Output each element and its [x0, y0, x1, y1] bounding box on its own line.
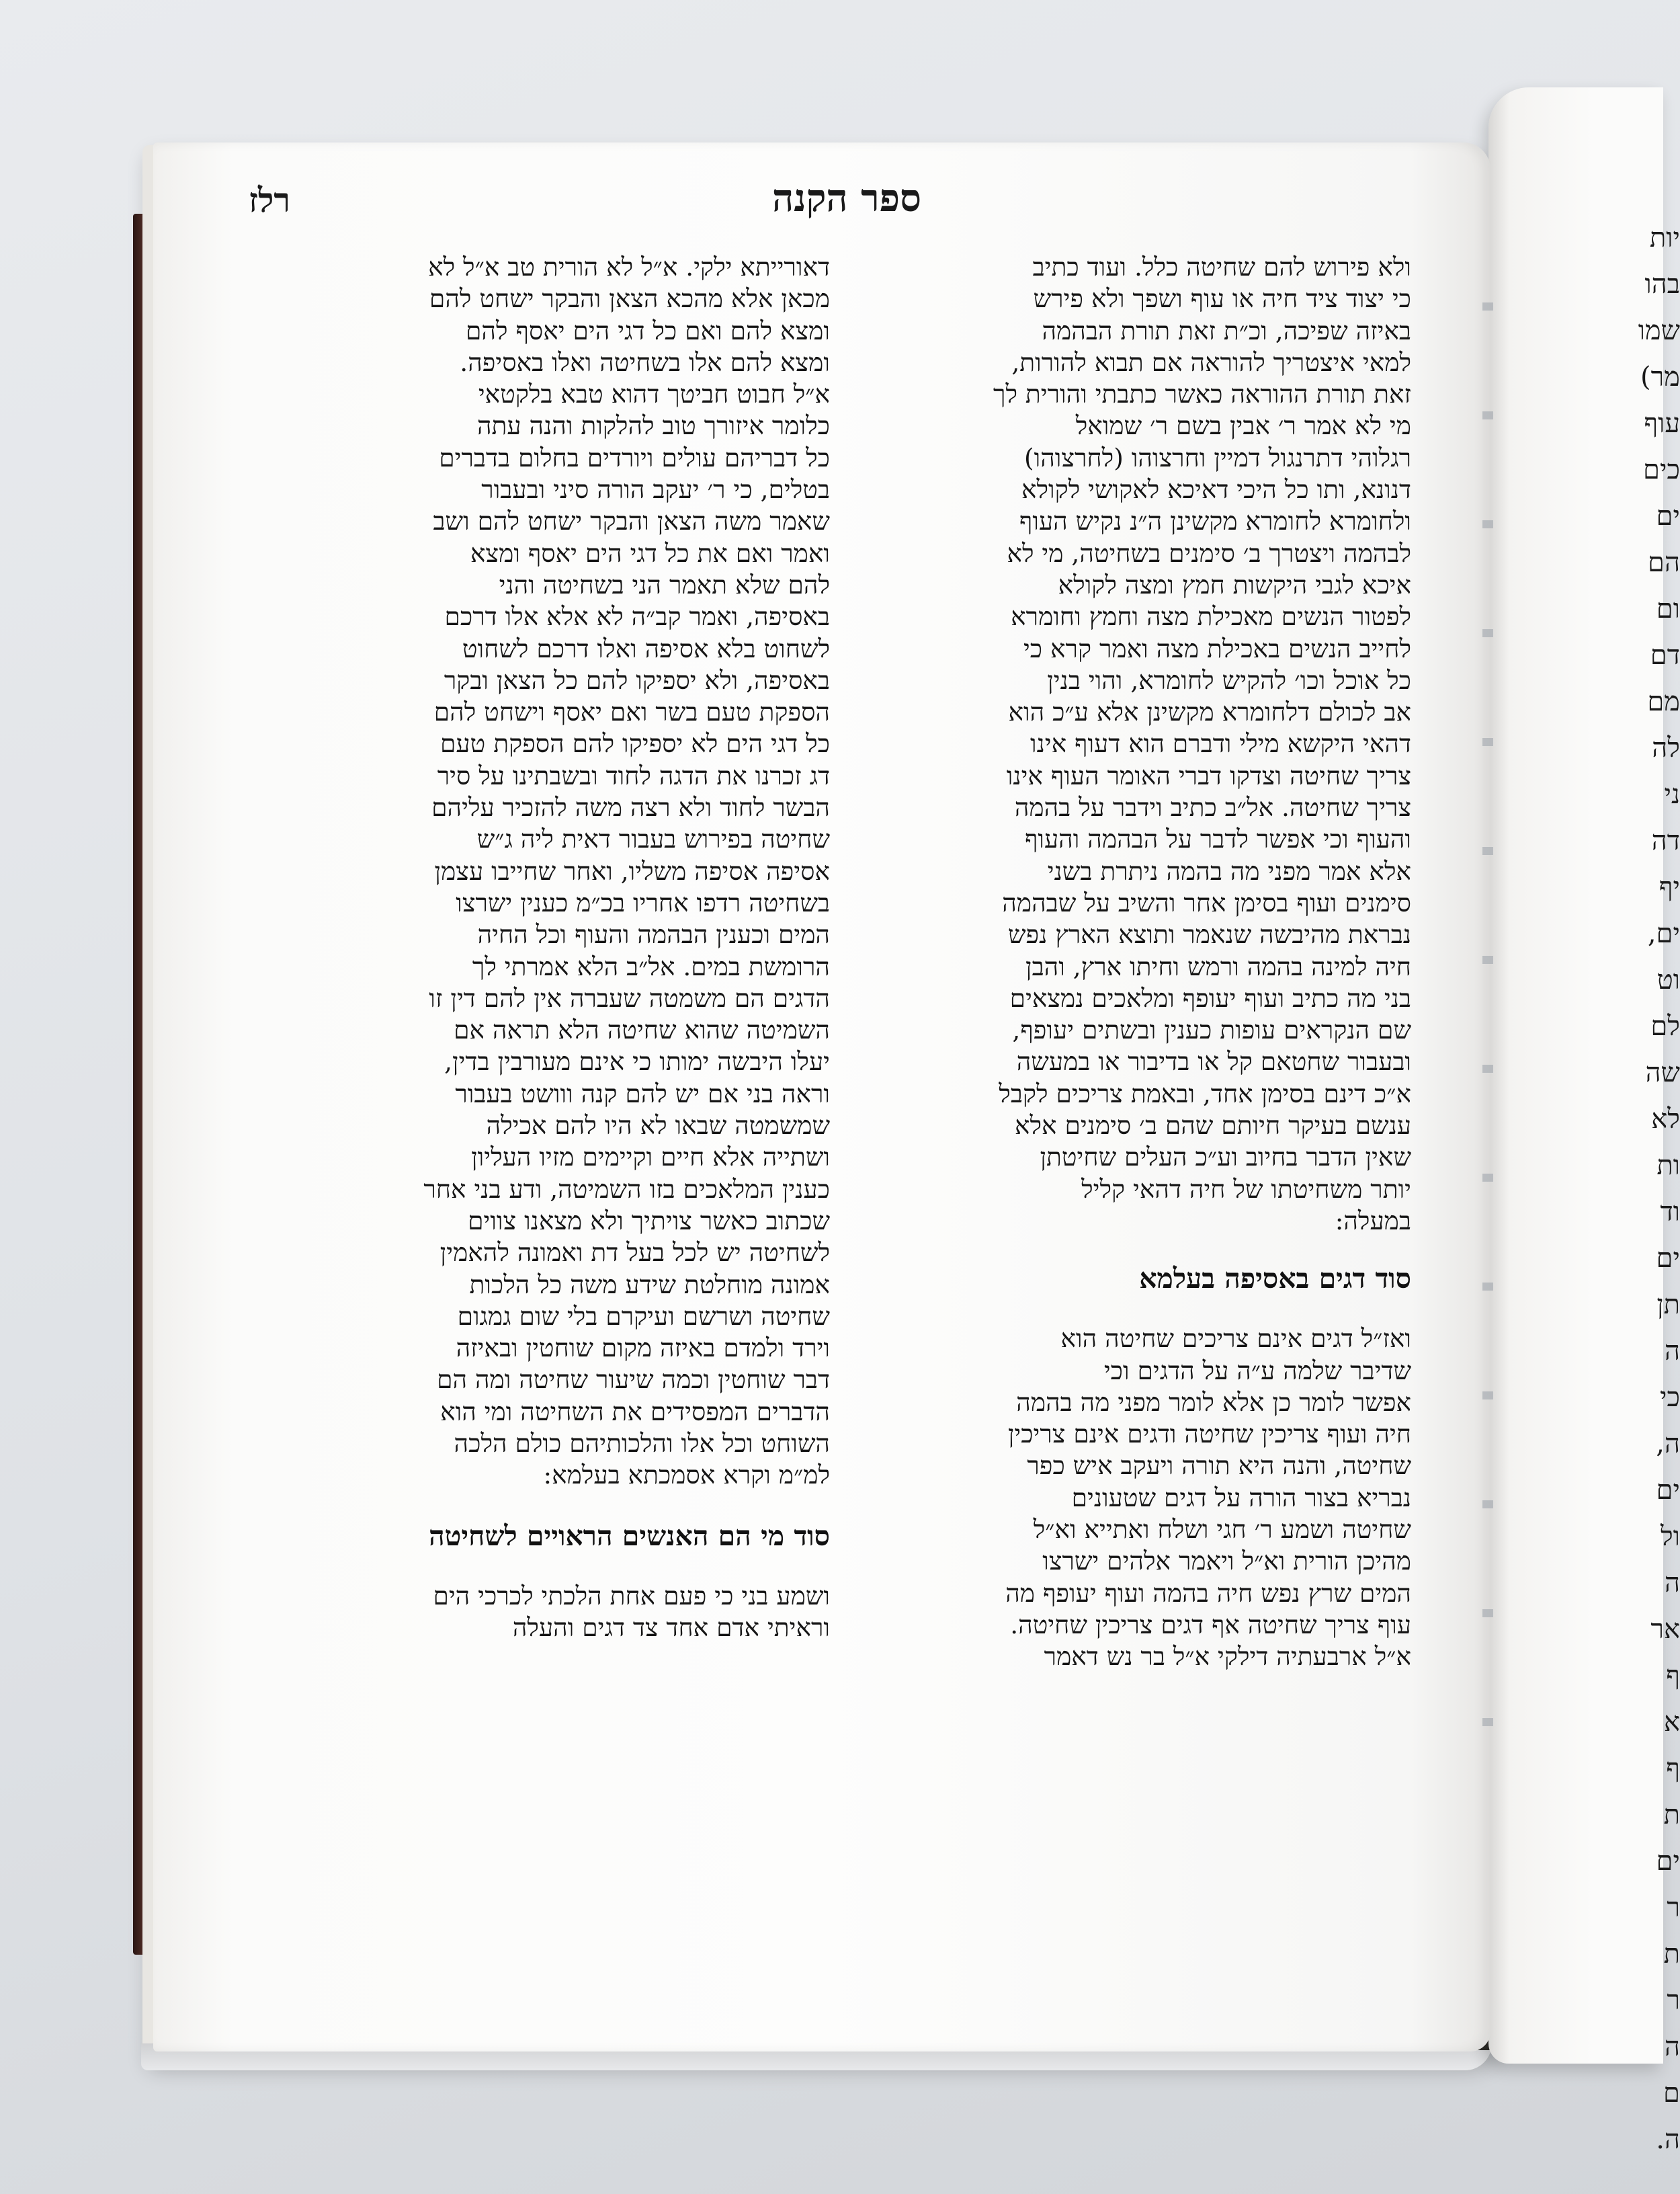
facing-text-fragment: כים — [1643, 454, 1680, 485]
facing-text-fragment: יף — [1658, 872, 1680, 903]
right-column-paragraph — [853, 251, 1411, 1237]
text-line: חיה למינה בהמה ורמש וחיתו ארץ, והבן — [1025, 951, 1411, 981]
text-line: כענין המלאכים בזו השמיטה, ודע בני אחר — [423, 1174, 830, 1204]
running-head: ספר הקנה — [772, 176, 921, 220]
text-line: יעלו היבשה ימותו כי אינם מעורבין בדין, — [444, 1047, 830, 1077]
text-line: לשחוט בלא אסיפה ואלו דרכם לשחוט — [462, 633, 830, 663]
text-line: שחיטה בפירוש בעבור דאית ליה ג״ש — [476, 824, 830, 854]
facing-text-fragment: ול — [1661, 1521, 1680, 1552]
facing-text-fragment: ם — [1663, 2078, 1680, 2109]
text-line: שדיבר שלמה ע״ה על הדגים וכי — [1103, 1355, 1411, 1385]
text-line: לבהמה ויצטרך ב׳ סימנים בשחיטה, מי לא — [1007, 538, 1411, 568]
text-line: השוחט וכל אלו והלכותיהם כולם הלכה — [454, 1428, 830, 1458]
facing-text-fragment: שמו — [1638, 315, 1680, 346]
text-line: דהאי היקשא מילי ודברם הוא דעוף אינו — [1030, 729, 1411, 759]
text-line: בטלים, כי ר׳ יעקב הורה סיני ובעבור — [481, 475, 830, 505]
text-line: ואמר ואם את כל דגי הים יאסף ומצא — [470, 538, 830, 568]
right-column-paragraph-2 — [853, 1323, 1411, 1672]
text-line: זאת תורת ההוראה כאשר כתבתי והורית לך — [993, 379, 1411, 409]
facing-text-fragment: ה. — [1656, 2124, 1680, 2155]
facing-page-text — [1579, 215, 1680, 2163]
text-line: ואז״ל דגים אינם צריכים שחיטה הוא — [1060, 1324, 1411, 1354]
facing-text-fragment: לה — [1652, 733, 1680, 764]
text-line: במעלה: — [1335, 1205, 1411, 1235]
text-line: מי לא אמר ר׳ אבין בשם ר׳ שמואל — [1075, 411, 1411, 441]
text-line: צריך שחיטה. אל״ב כתיב וידבר על בהמה — [1014, 793, 1411, 823]
text-line: הדגים הם משמטה שעברה אין להם דין זו — [429, 983, 830, 1013]
text-line: באיזה שפיכה, וכ״ת זאת תורת הבהמה — [1042, 315, 1411, 346]
section-heading-fish: סוד דגים באסיפה בעלמא — [1139, 1262, 1411, 1295]
text-line: שחיטה ושרשם ועיקרם בלי שום גמגום — [457, 1301, 830, 1331]
facing-text-fragment: ני — [1664, 779, 1680, 810]
facing-text-fragment: ים — [1656, 1846, 1680, 1877]
left-column-paragraph — [265, 251, 830, 1492]
text-line: ומצא להם ואם כל דגי הים יאסף להם — [466, 315, 830, 346]
text-line: הבשר לחוד ולא רצה משה להזכיר עליהם — [431, 793, 830, 823]
facing-text-fragment: מר) — [1640, 362, 1680, 393]
left-column-paragraph-2 — [265, 1580, 830, 1644]
text-line: למ״מ וקרא אסמכתא בעלמא: — [543, 1460, 830, 1490]
facing-text-fragment: וט — [1656, 965, 1680, 996]
text-line: רגלוהי דתרנגול דמיין וחרצוהו (לחרצוהו) — [1024, 442, 1411, 473]
text-line: ולא פירוש להם שחיטה כלל. ועוד כתיב — [1032, 252, 1411, 282]
text-line: ומצא להם אלו בשחיטה ואלו באסיפה. — [460, 347, 830, 377]
facing-text-fragment: ה, — [1656, 1428, 1680, 1459]
text-line: הספקת טעם בשר ואם יאסף וישחט להם — [433, 697, 830, 727]
text-line: צריך שחיטה וצדקו דברי האומר העוף אינו — [1006, 760, 1411, 790]
text-line: אמונה מוחלטת שידע משה כל הלכות — [469, 1269, 830, 1299]
text-line: בני מה כתיב ועוף יעופף ומלאכים נמצאים — [1009, 983, 1411, 1013]
facing-text-fragment: בהו — [1644, 269, 1680, 300]
text-line: באסיפה, ולא יספיקו להם כל הצאן ובקר — [444, 665, 830, 695]
facing-text-fragment: ים — [1656, 501, 1680, 532]
facing-text-fragment: לם — [1650, 1011, 1680, 1042]
text-line: כל אוכל וכו׳ להקיש לחומרא, והוי בנין — [1047, 665, 1411, 695]
facing-text-fragment: ים, — [1647, 918, 1680, 949]
text-line: א״ל חבוט חביטך דהוא טבא בלקטאי — [478, 379, 830, 409]
facing-text-fragment: יות — [1649, 222, 1680, 253]
text-line: ושתייה אלא חיים וקיימים מזיו העליון — [471, 1142, 830, 1172]
facing-text-fragment: ה — [1664, 1336, 1680, 1367]
facing-text-fragment: הם — [1648, 547, 1680, 578]
text-line: נבריא בצור הורה על דגים שטעונים — [1071, 1482, 1411, 1512]
facing-text-fragment: לא — [1651, 1104, 1680, 1135]
text-line: אלא אמר מפני מה בהמה ניתרת בשני — [1047, 856, 1411, 886]
text-line: המים וכענין הבהמה והעוף וכל החיה — [477, 920, 830, 950]
facing-text-fragment: תן — [1656, 1289, 1680, 1320]
text-line: מכאן אלא מהכא הצאן והבקר ישחט להם — [429, 284, 830, 314]
page-number: רלז — [249, 180, 290, 220]
text-line: שם הנקראים עופות כענין ובשתים יעופף, — [1012, 1015, 1411, 1045]
text-line: דג זכרנו את הדגה לחוד ובשבתינו על סיר — [437, 760, 830, 790]
facing-text-fragment: ה — [1664, 1568, 1680, 1598]
text-line: דבר שוחטין וכמה שיעור שחיטה ומה הם — [437, 1365, 830, 1395]
text-line: איכא לגבי היקשות חמץ ומצה לקולא — [1058, 569, 1411, 600]
facing-text-fragment: ות — [1656, 1150, 1680, 1181]
facing-text-fragment: ף — [1666, 1753, 1680, 1784]
text-line: כלומר איזורך טוב להלקות והנה עתה — [476, 411, 830, 441]
text-line: כי יצוד ציד חיה או עוף ושפך ולא פירש — [1033, 284, 1411, 314]
text-line: לפטור הנשים מאכילת מצה וחמץ וחומרא — [1011, 602, 1411, 632]
facing-text-fragment: ר — [1667, 1892, 1680, 1923]
facing-text-fragment: עוף — [1644, 408, 1680, 439]
facing-text-fragment: דה — [1651, 825, 1680, 856]
text-line: שאין הדבר בחיוב וע״כ העלים שחיטתן — [1040, 1142, 1411, 1172]
text-line: להם שלא תאמר הני בשחיטה והני — [499, 569, 830, 600]
text-line: השמיטה שהוא שחיטה הלא תראה אם — [454, 1015, 830, 1045]
facing-text-fragment: ר — [1667, 1985, 1680, 2016]
text-line: באסיפה, ואמר קב״ה לא אלא אלו דרכם — [444, 602, 830, 632]
facing-text-fragment: א — [1663, 1707, 1680, 1738]
text-line: לשחיטה יש לכל בעל דת ואמונה להאמין — [439, 1237, 830, 1268]
text-line: נבראת מהיבשה שנאמר ותוצא הארץ נפש — [1007, 920, 1411, 950]
text-line: א״ל ארבעתיה דילקי א״ל בר נש דאמר — [1044, 1641, 1411, 1672]
binding-stitches — [1482, 202, 1493, 1815]
facing-text-fragment: שה — [1645, 1057, 1680, 1088]
text-line: והעוף וכי אפשר לדבר על הבהמה והעוף — [1024, 824, 1411, 854]
right-text-column — [853, 251, 1411, 1672]
text-line: כל דבריהם עולים ויורדים בחלום בדברים — [439, 442, 830, 473]
facing-text-fragment: ה — [1664, 2031, 1680, 2062]
text-line: הרומשת במים. אל״ב הלא אמרתי לך — [472, 951, 830, 981]
facing-text-fragment: ום — [1656, 594, 1680, 624]
text-line: ולחומרא לחומרא מקשינן ה״נ נקיש העוף — [1019, 506, 1411, 536]
text-line: ובעבור שחטאם קל או בדיבור או במעשה — [1016, 1047, 1411, 1077]
text-line: שכתוב כאשר צויתיך ולא מצאנו צווים — [468, 1205, 830, 1235]
text-line: שחיטה ושמע ר׳ חגי ושלח ואתייא וא״ל — [1033, 1514, 1411, 1544]
text-line: אב לכולם דלחומרא מקשינן אלא ע״כ הוא — [1008, 697, 1411, 727]
text-line: כל דגי הים לא יספיקו להם הספקת טעם — [440, 729, 830, 759]
facing-text-fragment: ת — [1663, 1799, 1680, 1830]
section-heading-slaughterers: סוד מי הם האנשים הראויים לשחיטה — [429, 1519, 830, 1552]
facing-text-fragment: ים — [1656, 1243, 1680, 1274]
facing-text-fragment: כי — [1659, 1382, 1680, 1413]
text-line: סימנים ועוף בסימן אחר והשיב על שבהמה — [1002, 887, 1411, 918]
facing-text-fragment: אר — [1650, 1614, 1680, 1645]
text-line: אפשר לומר כן אלא לומר מפני מה בהמה — [1016, 1387, 1411, 1417]
facing-text-fragment: דם — [1650, 640, 1680, 671]
text-line: שחיטה, והנה היא תורה ויעקב איש כפר — [1027, 1451, 1411, 1481]
left-text-column — [265, 251, 830, 1643]
text-line: מהיכן הורית וא״ל ויאמר אלהים ישרצו — [1042, 1546, 1411, 1576]
text-line: בשחיטה רדפו אחריו בכ״מ כענין ישרצו — [456, 887, 830, 918]
text-line: וירד ולמדם באיזה מקום שוחטין ובאיזה — [456, 1333, 830, 1363]
text-line: שמשמטה שבאו לא היו להם אכילה — [486, 1110, 830, 1141]
text-line: חיה ועוף צריכין שחיטה ודגים אינם צריכין — [1007, 1419, 1411, 1449]
text-line: ענשם בעיקר חיותם שהם ב׳ סימנים אלא — [1014, 1110, 1411, 1141]
facing-text-fragment: ף — [1666, 1660, 1680, 1691]
facing-text-fragment: ים — [1656, 1475, 1680, 1506]
text-line: לחייב הנשים באכילת מצה ואמר קרא כי — [1023, 633, 1411, 663]
text-line: ושמע בני כי פעם אחת הלכתי לכרכי הים — [433, 1580, 830, 1611]
facing-text-fragment: מם — [1647, 686, 1680, 717]
text-line: דנונא, ותו כל היכי דאיכא לאקושי לקולא — [1021, 475, 1411, 505]
facing-text-fragment: וד — [1660, 1196, 1680, 1227]
text-line: וראה בני אם יש להם קנה ווושט בעבור — [455, 1078, 830, 1108]
facing-text-fragment: ת — [1663, 1939, 1680, 1969]
text-line: הדברים המפסידים את השחיטה ומי הוא — [440, 1396, 830, 1426]
text-line: עוף צריך שחיטה אף דגים צריכין שחיטה. — [1010, 1609, 1411, 1639]
text-line: דאורייתא ילקי. א״ל לא הורית טב א״ל לא — [428, 252, 830, 282]
text-line: שאמר משה הצאן והבקר ישחט להם ושב — [433, 506, 830, 536]
text-line: אסיפה אסיפה משליו, ואחר שחייבו עצמן — [434, 856, 830, 886]
text-line: המים שרץ נפש חיה בהמה ועוף יעופף מה — [1005, 1578, 1411, 1608]
text-line: א״כ דינם בסימן אחד, ובאמת צריכים לקבל — [999, 1078, 1411, 1108]
text-line: למאי איצטריך להוראה אם תבוא להורות, — [1011, 347, 1411, 377]
text-line: וראיתי אדם אחד צד דגים והעלה — [512, 1612, 830, 1642]
text-line: יותר משחיטתו של חיה דהאי קליל — [1081, 1174, 1411, 1204]
